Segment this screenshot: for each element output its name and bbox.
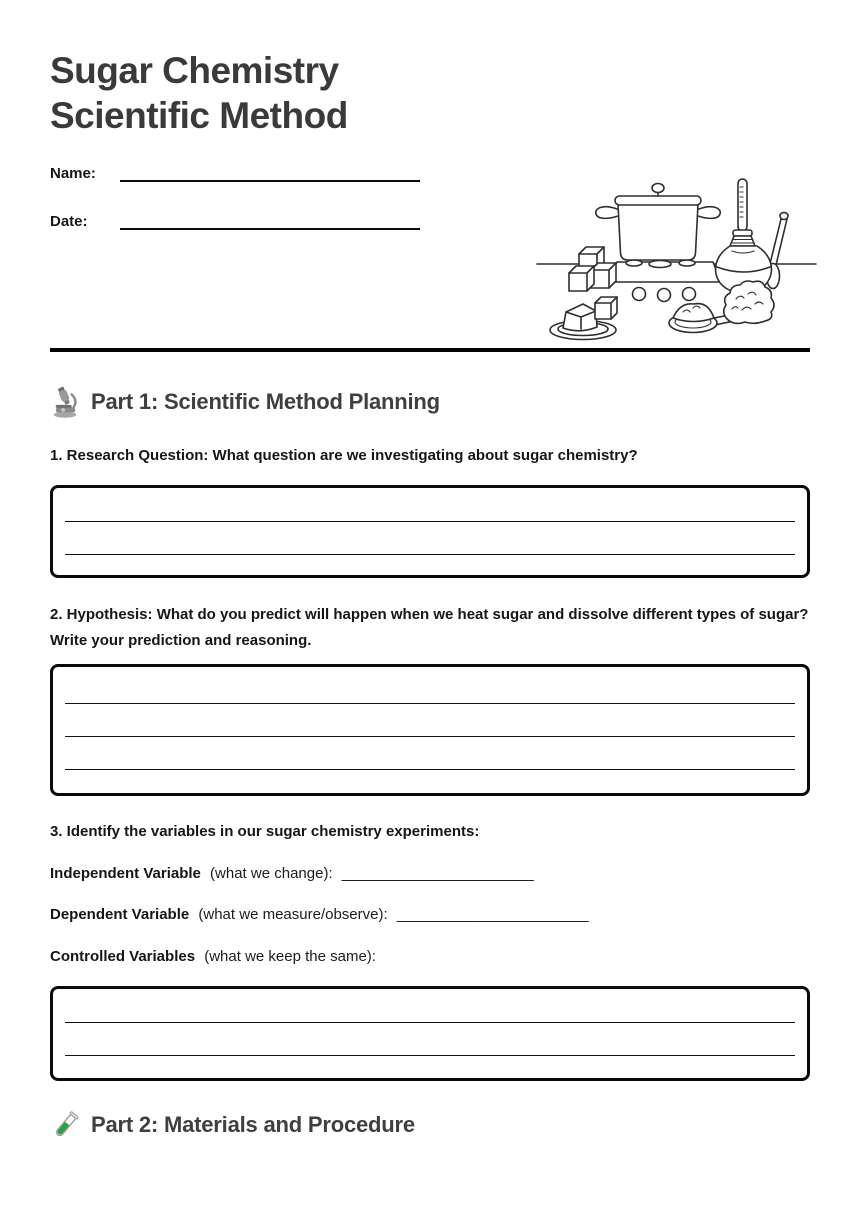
independent-variable-row [50, 864, 810, 883]
burner [626, 260, 642, 266]
pot-handle-right [698, 207, 720, 219]
write-line[interactable] [65, 1022, 795, 1023]
write-line[interactable] [65, 769, 795, 770]
write-line[interactable] [65, 554, 795, 555]
question-2: 2. Hypothesis: What do you predict will happen when we heat sugar and dissolve different types of sugar? Write your prediction and reasoning. [50, 606, 809, 649]
independent-variable-blank[interactable]: _______________________ [341, 865, 534, 882]
controlled-variables-hint: (what we keep the same): [204, 948, 376, 965]
write-line[interactable] [65, 521, 795, 522]
flask-with-thermometer [716, 179, 772, 293]
answer-box-controlled-variables[interactable] [50, 986, 810, 1081]
stove-knob [683, 288, 696, 301]
independent-variable-hint: (what we change): [210, 865, 333, 882]
page-title-line2: Scientific Method [50, 95, 348, 136]
page-title-line1: Sugar Chemistry [50, 50, 339, 91]
write-line[interactable] [65, 703, 795, 704]
controlled-variables-label: Controlled Variables [50, 948, 196, 965]
worksheet-page [0, 48, 860, 1209]
controlled-variables-row [50, 947, 810, 966]
microscope-icon [50, 386, 82, 418]
pot-lid [615, 196, 701, 205]
cooking-illustration [533, 166, 818, 351]
dependent-variable-blank[interactable]: _______________________ [396, 906, 589, 923]
dependent-variable-hint: (what we measure/observe): [198, 906, 388, 923]
part1-heading-row [50, 386, 810, 418]
burner [649, 261, 671, 268]
pot-body [618, 204, 698, 260]
lid-knob [652, 184, 664, 193]
write-line[interactable] [65, 1055, 795, 1056]
question-1: 1. Research Question: What question are we investigating about sugar chemistry? [50, 447, 638, 464]
sugar-plate [550, 297, 617, 340]
independent-variable-label: Independent Variable [50, 865, 201, 882]
part2-heading: Part 2: Materials and Procedure [91, 1112, 415, 1137]
dependent-variable-label: Dependent Variable [50, 906, 190, 923]
name-input-line[interactable] [120, 160, 420, 182]
burner [679, 260, 695, 266]
answer-box-hypothesis[interactable] [50, 664, 810, 796]
test-tube-icon [50, 1109, 82, 1141]
answer-box-research-question[interactable] [50, 485, 810, 578]
part1-heading: Part 1: Scientific Method Planning [91, 389, 440, 414]
sugar-cube-stack [569, 247, 616, 291]
question-3: 3. Identify the variables in our sugar chemistry experiments: [50, 823, 480, 840]
date-label: Date: [50, 213, 88, 230]
stove-knob [633, 288, 646, 301]
date-input-line[interactable] [120, 208, 420, 230]
write-line[interactable] [65, 736, 795, 737]
stove-knob [658, 289, 671, 302]
dependent-variable-row [50, 905, 810, 924]
part2-heading-row [50, 1109, 810, 1141]
pot-handle-left [596, 207, 618, 219]
name-label: Name: [50, 165, 96, 182]
page-title [50, 48, 810, 138]
